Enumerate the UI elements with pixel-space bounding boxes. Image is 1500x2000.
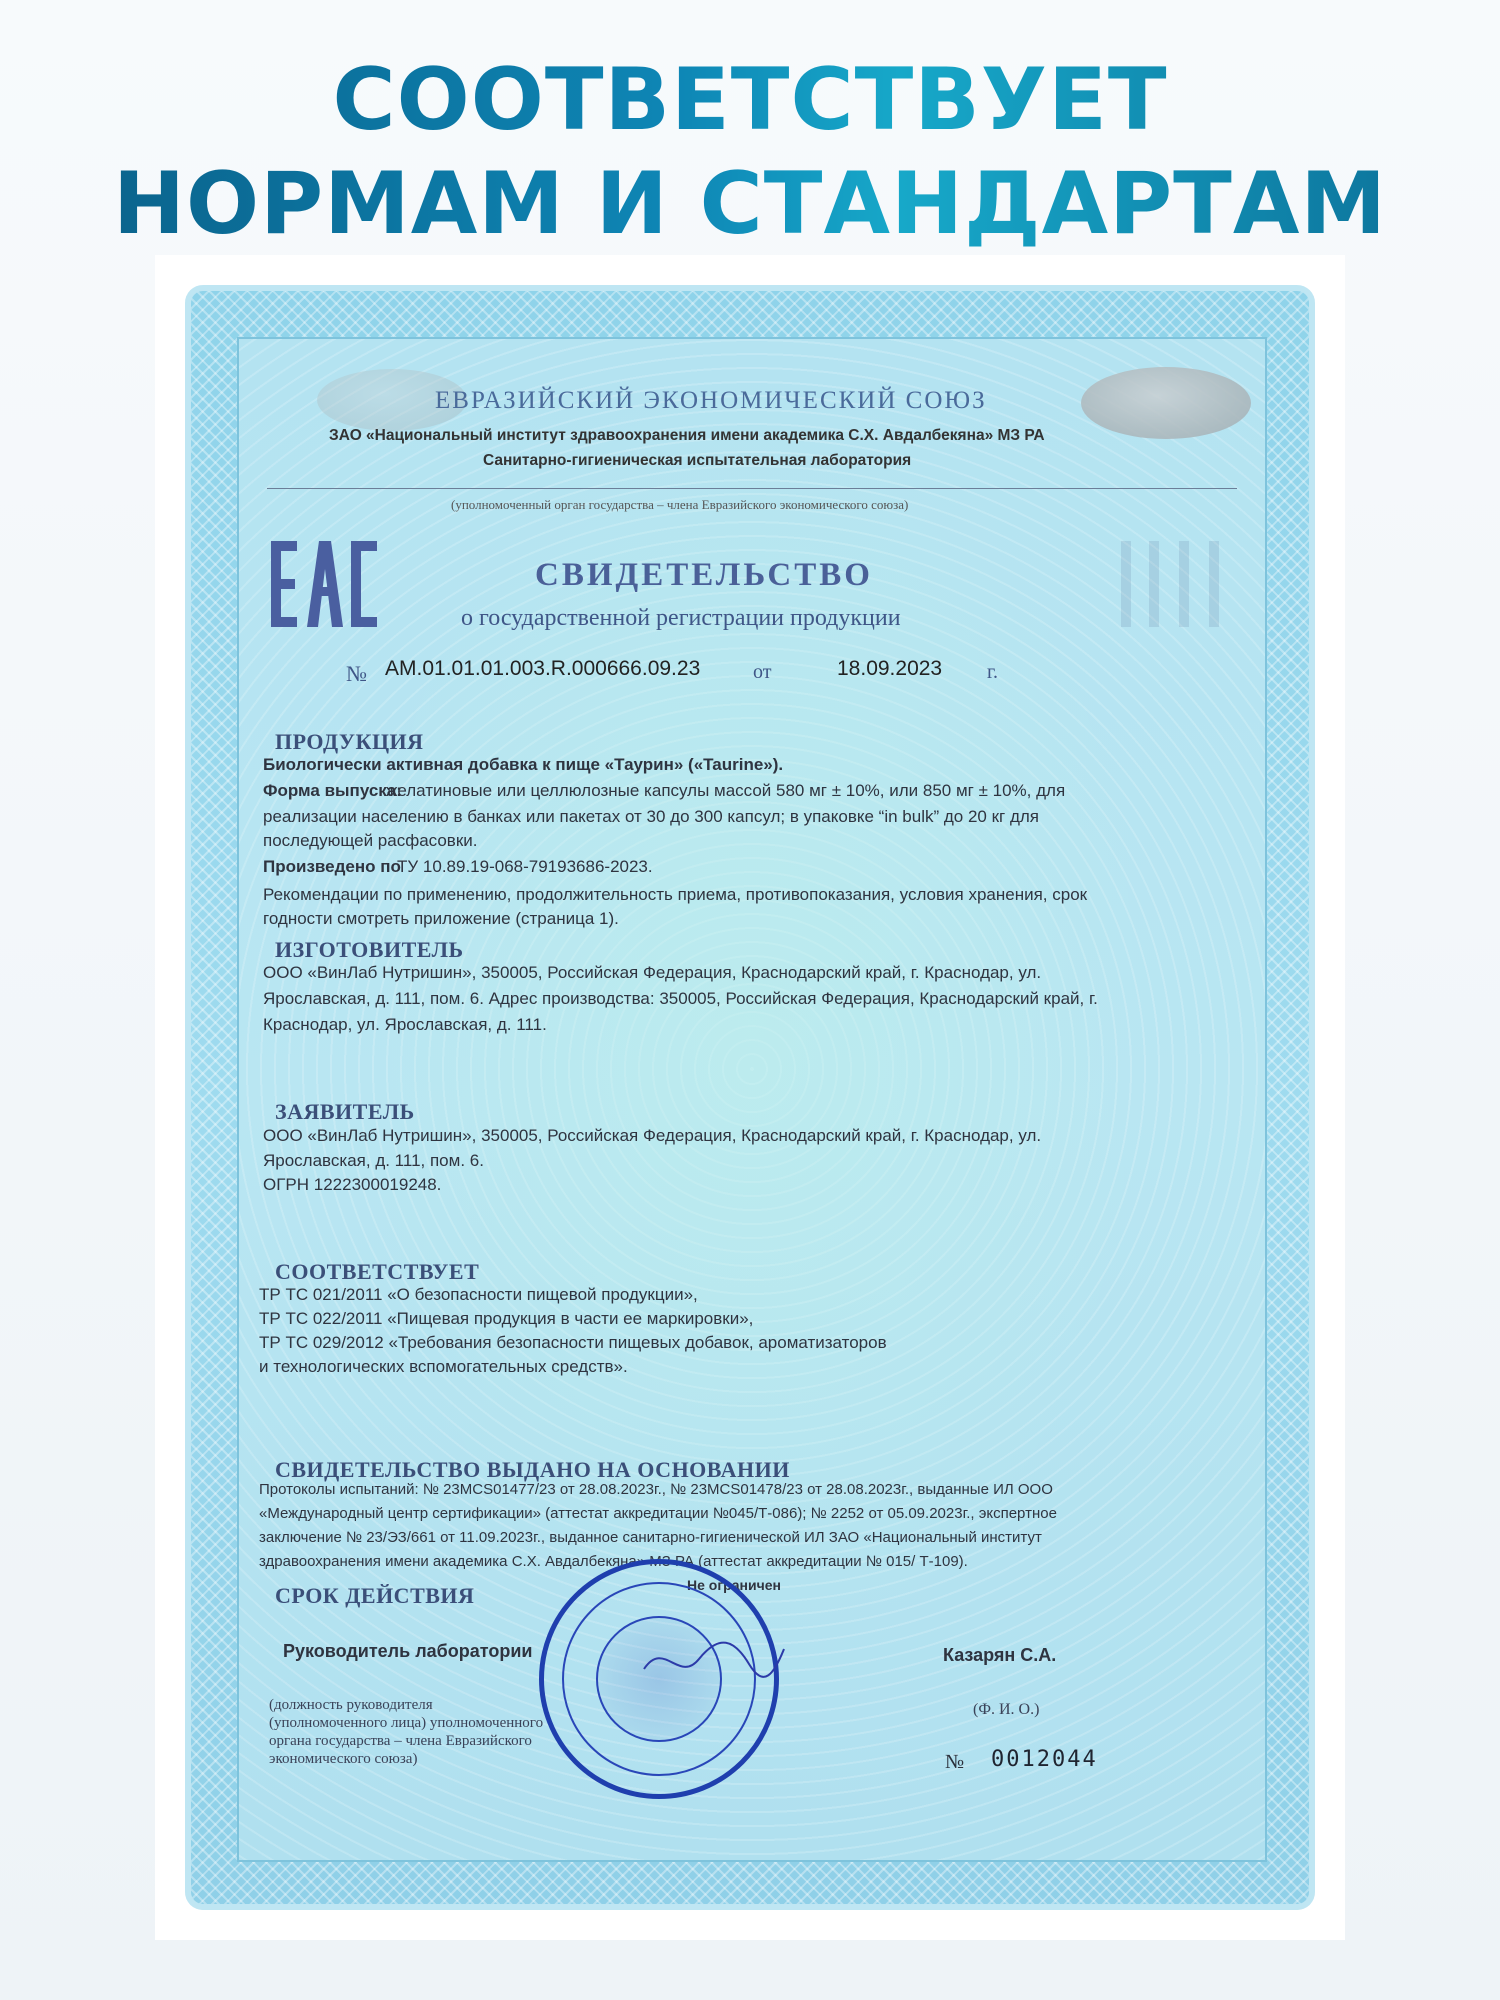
union-title: ЕВРАЗИЙСКИЙ ЭКОНОМИЧЕСКИЙ СОЮЗ	[435, 387, 987, 414]
position-caption: экономического союза)	[269, 1751, 418, 1767]
product-name: Биологически активная добавка к пище «Таурин» («Taurine»).	[263, 755, 784, 774]
issue-date: 18.09.2023	[837, 657, 943, 680]
document-subtitle: о государственной регистрации продукции	[461, 605, 901, 631]
basis-heading: СВИДЕТЕЛЬСТВО ВЫДАНО НА ОСНОВАНИИ	[275, 1457, 790, 1482]
certificate-body	[237, 337, 1267, 1862]
fio-caption: (Ф. И. О.)	[973, 1701, 1040, 1718]
regulation-line: ТР ТС 021/2011 «О безопасности пищевой продукции»,	[259, 1285, 698, 1304]
headline-line-2: НОРМАМ И СТАНДАРТАМ	[113, 154, 1387, 254]
certificate-number: AM.01.01.01.003.R.000666.09.23	[385, 657, 701, 680]
signature	[639, 1629, 789, 1689]
applicant-line: Ярославская, д. 111, пом. 6.	[263, 1151, 484, 1170]
applicant-line: ООО «ВинЛаб Нутришин», 350005, Российская Федерация, Краснодарский край, г. Краснодар, ул.	[263, 1126, 1042, 1145]
position-caption: (уполномоченного лица) уполномоченного	[269, 1715, 544, 1731]
date-label: от	[753, 661, 772, 683]
product-heading: ПРОДУКЦИЯ	[275, 729, 424, 754]
recommendation-line: годности смотреть приложение (страница 1).	[263, 909, 619, 928]
release-form-line: реализации населению в банках или пакетах от 30 до 300 капсул; в упаковке “in bulk” до 20 кг для	[263, 807, 1039, 826]
serial-label: №	[945, 1751, 965, 1773]
eac-logo	[269, 539, 379, 629]
basis-line: Протоколы испытаний: № 23MCS01477/23 от 28.08.2023г., № 23MCS01478/23 от 28.08.2023г., выданные ИЛ ООО	[259, 1481, 1053, 1498]
validity-value: Не ограничен	[687, 1577, 781, 1593]
position-caption: (должность руководителя	[269, 1697, 433, 1713]
head-name: Казарян С.А.	[943, 1645, 1057, 1665]
validity-heading: СРОК ДЕЙСТВИЯ	[275, 1583, 475, 1608]
manufacturer-line: Ярославская, д. 111, пом. 6. Адрес производства: 350005, Российская Федерация, Краснодарский край, г.	[263, 989, 1098, 1008]
release-form-label: Форма выпуска:	[263, 781, 402, 800]
produced-label: Произведено по	[263, 857, 401, 876]
release-form-line: последующей расфасовки.	[263, 831, 478, 850]
issuing-organization: ЗАО «Национальный институт здравоохранения имени академика С.Х. Авдалбекяна» МЗ РА	[329, 427, 1045, 444]
regulation-line: и технологических вспомогательных средств».	[259, 1357, 628, 1376]
position-caption: органа государства – члена Евразийского	[269, 1733, 532, 1749]
document-title: СВИДЕТЕЛЬСТВО	[535, 557, 873, 593]
basis-line: здравоохранения имени академика С.Х. Авдалбекяна» МЗ РА (аттестат аккредитации № 015/ Т-109).	[259, 1553, 968, 1570]
applicant-ogrn: ОГРН 1222300019248.	[263, 1175, 442, 1194]
basis-line: заключение № 23/ЭЗ/661 от 11.09.2023г., выданное санитарно-гигиенической ИЛ ЗАО «Национальный институт	[259, 1529, 1042, 1546]
conforms-heading: СООТВЕТСТВУЕТ	[275, 1259, 480, 1284]
head-title: Руководитель лаборатории	[283, 1641, 533, 1661]
serial-number: 0012044	[991, 1747, 1098, 1772]
applicant-heading: ЗАЯВИТЕЛЬ	[275, 1099, 415, 1124]
recommendation-line: Рекомендации по применению, продолжительность приема, противопоказания, условия хранения, срок	[263, 885, 1088, 904]
hologram-right	[1081, 367, 1251, 439]
organ-caption: (уполномоченный орган государства – члена Евразийского экономического союза)	[451, 497, 909, 512]
headline-line-1: СООТВЕТСТВУЕТ	[332, 50, 1168, 150]
manufacturer-line: Краснодар, ул. Ярославская, д. 111.	[263, 1015, 547, 1034]
guilloche-border	[185, 285, 1315, 1910]
header-divider	[267, 488, 1237, 489]
regulation-line: ТР ТС 029/2012 «Требования безопасности пищевых добавок, ароматизаторов	[259, 1333, 887, 1352]
regulation-line: ТР ТС 022/2011 «Пищевая продукция в части ее маркировки»,	[259, 1309, 754, 1328]
produced-spec: ТУ 10.89.19-068-79193686-2023.	[397, 857, 653, 876]
year-suffix: г.	[987, 661, 998, 683]
basis-line: «Международный центр сертификации» (аттестат аккредитации №045/Т-086); № 2252 от 05.09.2023г., экспертное	[259, 1505, 1057, 1522]
headline-banner	[0, 48, 1500, 256]
number-label: №	[346, 661, 367, 686]
eac-watermark	[1119, 539, 1229, 629]
laboratory-name: Санитарно-гигиеническая испытательная лаборатория	[483, 452, 912, 469]
manufacturer-line: ООО «ВинЛаб Нутришин», 350005, Российская Федерация, Краснодарский край, г. Краснодар, ул.	[263, 963, 1042, 982]
certificate-scan	[155, 255, 1345, 1940]
manufacturer-heading: ИЗГОТОВИТЕЛЬ	[275, 937, 464, 962]
release-form-line: желатиновые или целлюлозные капсулы массой 580 мг ± 10%, или 850 мг ± 10%, для	[386, 781, 1066, 800]
